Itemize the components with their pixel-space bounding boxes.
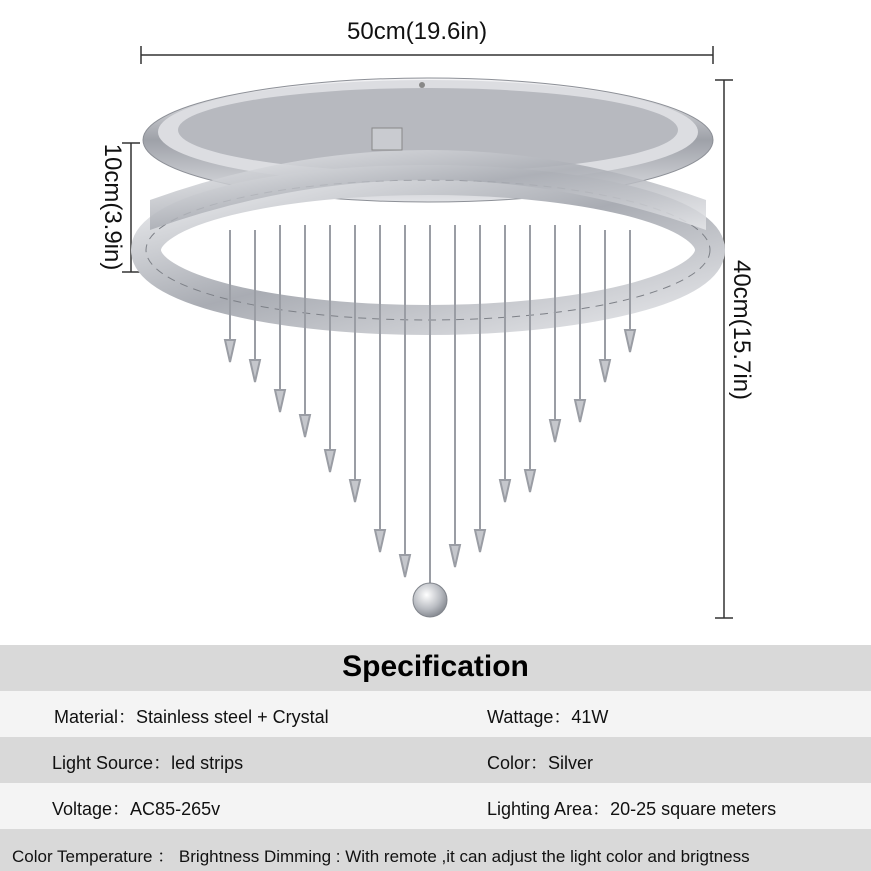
spec-color-temperature: Color Temperature ： Brightness Dimming : With remote ,it can adjust the light color and brigtness <box>12 847 750 866</box>
specification-title: Specification <box>342 650 529 683</box>
spec-row-color-temperature <box>0 829 871 871</box>
spec-row-material <box>0 691 871 737</box>
spec-row-voltage <box>0 783 871 829</box>
spec-lighting-area: Lighting Area：20-25 square meters <box>487 799 777 819</box>
spec-color: Color：Silver <box>487 753 594 773</box>
total-height-dimension-label: 40cm(15.7in) <box>728 259 755 401</box>
spec-row-light-source <box>0 737 871 783</box>
width-dimension-line <box>141 46 713 64</box>
specification-header <box>0 645 871 691</box>
width-dimension-label: 50cm(19.6in) <box>347 18 488 45</box>
spec-material: Material：Stainless steel + Crystal <box>54 707 329 727</box>
base-height-dimension-label: 10cm(3.9in) <box>99 143 126 271</box>
spec-light-source: Light Source：led strips <box>52 753 244 773</box>
specification-table <box>0 645 871 871</box>
spec-voltage: Voltage：AC85-265v <box>52 799 221 819</box>
spec-wattage: Wattage：41W <box>487 707 609 727</box>
